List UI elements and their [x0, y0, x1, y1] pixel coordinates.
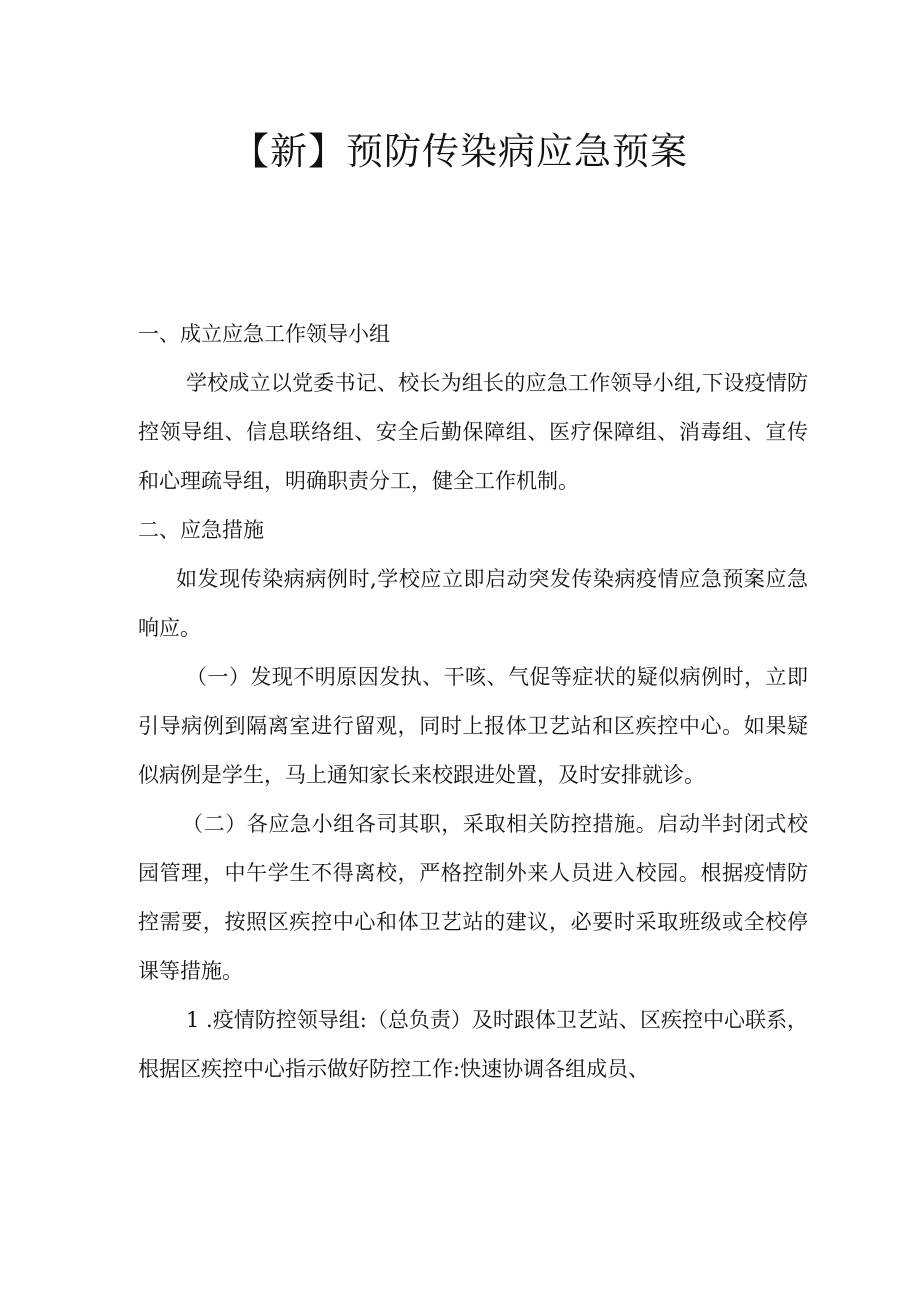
paragraph-emergency-response: 如发现传染病病例时,学校应立即启动突发传染病疫情应急预案应急响应。 [138, 567, 808, 640]
paragraph-suspected-case: （一）发现不明原因发执、干咳、气促等症状的疑似病例时，立即引导病例到隔离室进行留观，同时上报体卫艺站和区疾控中心。如果疑似病例是学生，马上通知家长来校跟进处置，及时安排就诊。 [138, 665, 808, 787]
section-heading-2: 二、应急措施 [138, 518, 264, 542]
section-heading-1: 一、成立应急工作领导小组 [138, 322, 390, 346]
paragraph-group-measures: （二）各应急小组各司其职，采取相关防控措施。启动半封闭式校园管理，中午学生不得离校，严格控制外来人员进入校园。根据疫情防控需要，按照区疾控中心和体卫艺站的建议，必要时采取班级或全校停课等措施。 [138, 812, 808, 983]
paragraph-control-leadership: 1 .疫情防控领导组:（总负责）及时跟体卫艺站、区疾控中心联系，根据区疾控中心指示做好防控工作:快速协调各组成员、 [138, 1008, 808, 1081]
document-title: 【新】预防传染病应急预案 [232, 130, 688, 173]
paragraph-leadership-group: 学校成立以党委书记、校长为组长的应急工作领导小组,下设疫情防控领导组、信息联络组、安全后勤保障组、医疗保障组、消毒组、宣传和心理疏导组，明确职责分工，健全工作机制。 [138, 371, 808, 493]
document-body [138, 310, 808, 1094]
